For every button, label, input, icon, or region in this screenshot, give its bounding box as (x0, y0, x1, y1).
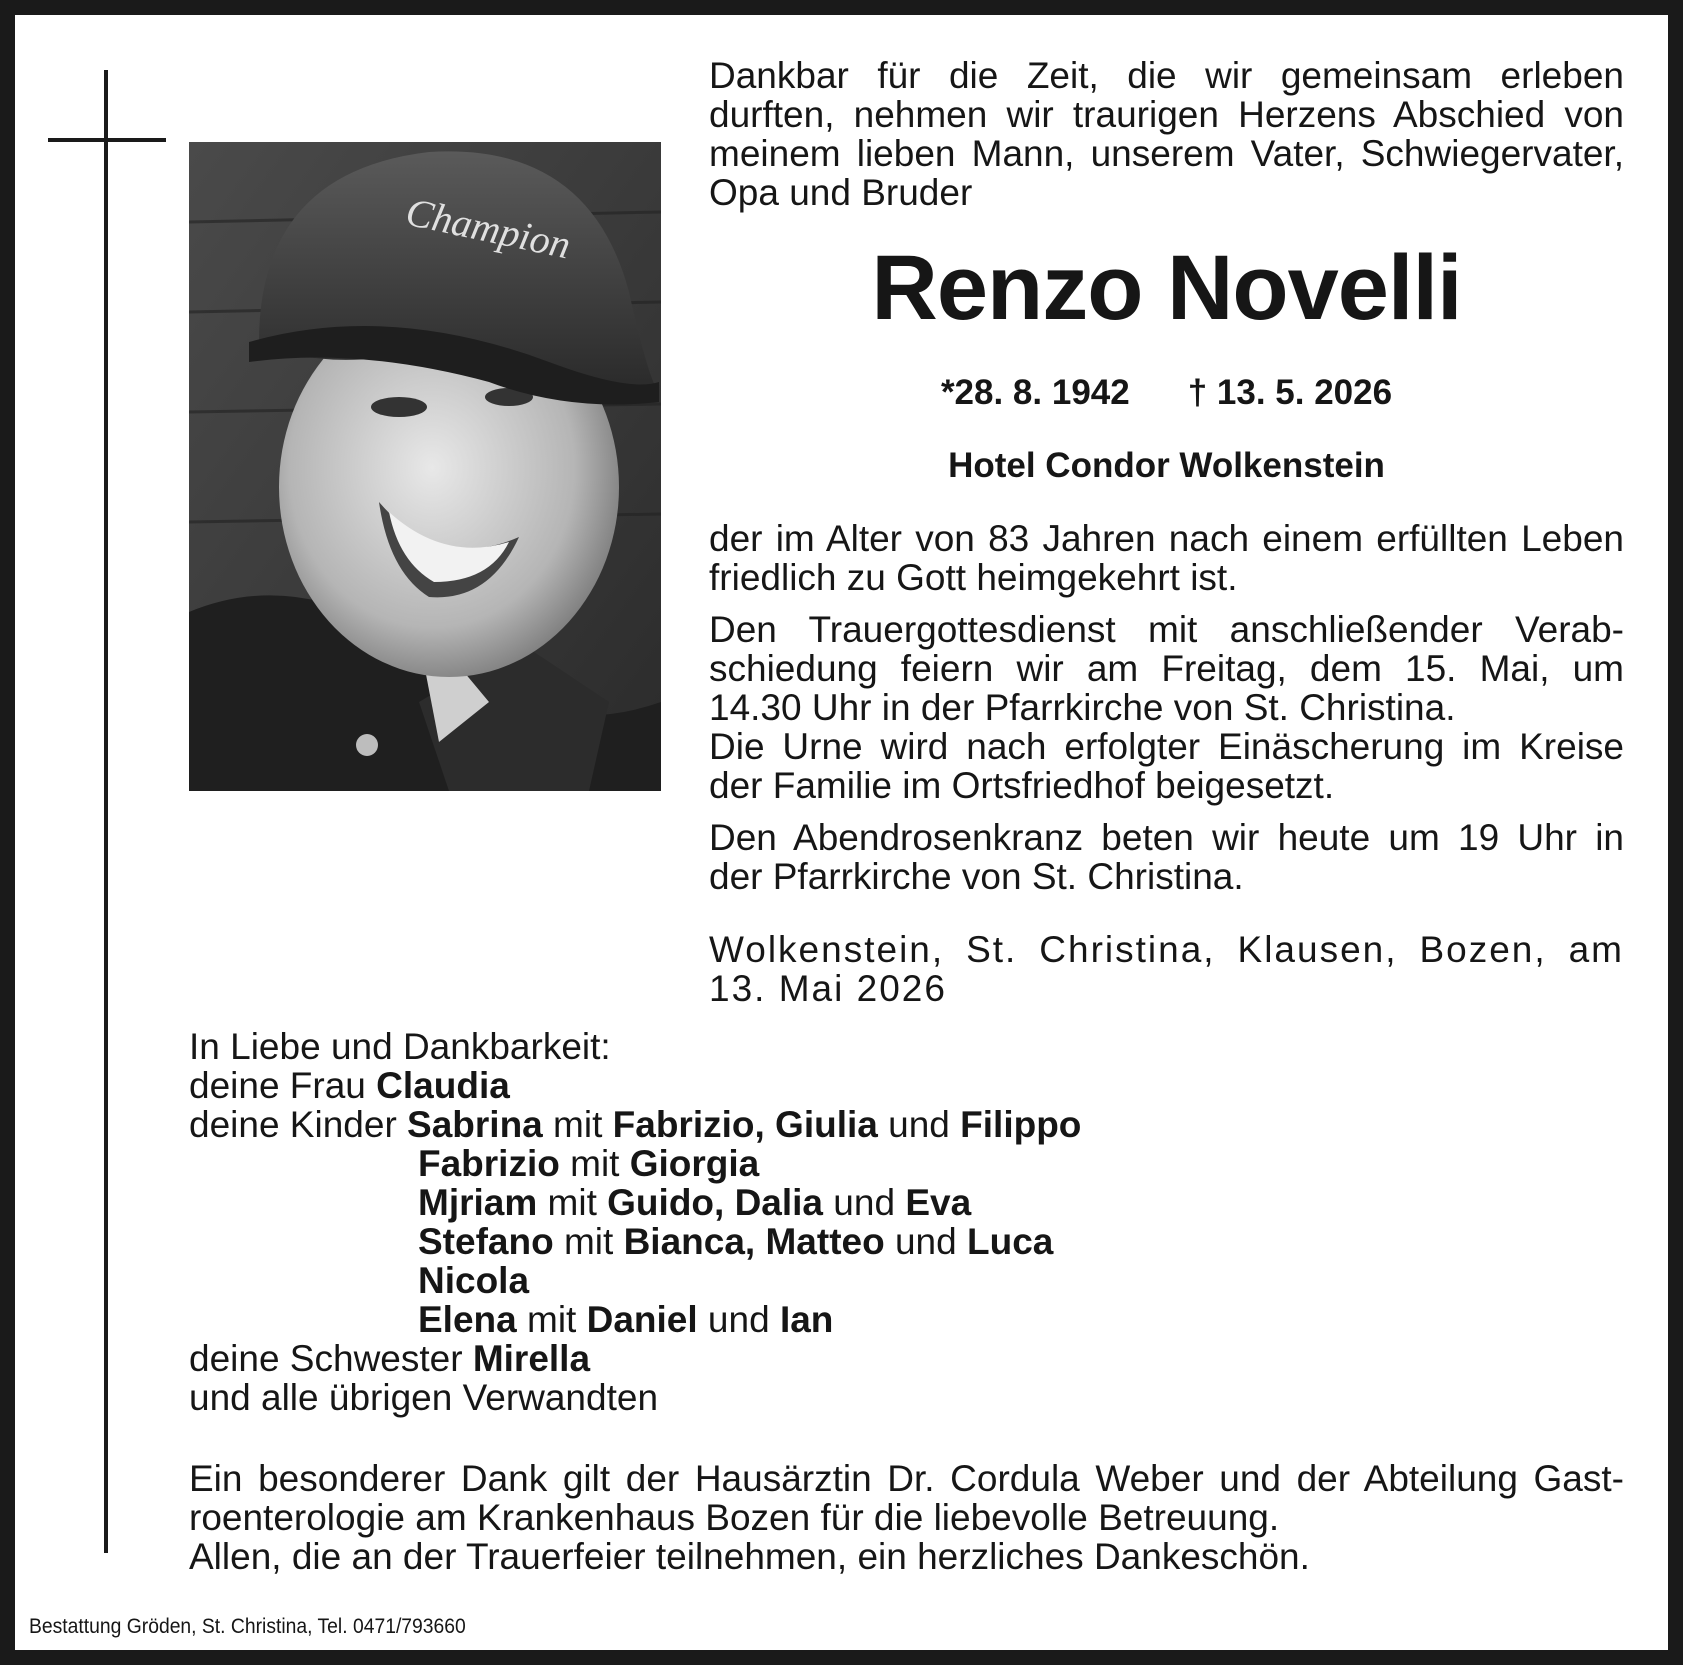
family-others-row: und alle übrigen Verwandten (189, 1377, 659, 1418)
cross-horizontal-bar (48, 138, 166, 142)
family-kid-row: Elena mit Daniel und Ian (418, 1299, 834, 1340)
deceased-name: Renzo Novelli (871, 237, 1462, 339)
family-list (189, 1027, 1289, 1417)
wife-name: Claudia (376, 1065, 510, 1106)
thanks-line-1: Ein besonderer Dank gilt der Hausärztin Dr. Cordula Weber und der Abteilung Gast- (189, 1458, 1624, 1499)
life-dates (709, 372, 1624, 414)
family-sister-row: deine Schwester Mirella (189, 1338, 591, 1379)
family-kid-row: Fabrizio mit Giorgia (418, 1143, 760, 1184)
family-wife-row: deine Frau Claudia (189, 1065, 510, 1106)
family-kids-row: deine Kinder Sabrina mit Fabrizio, Giulia und Filippo (189, 1104, 1082, 1145)
portrait-photo (189, 142, 661, 791)
family-kid-row: Mjriam mit Guido, Dalia und Eva (418, 1182, 972, 1223)
funeral-home-footer: Bestattung Gröden, St. Christina, Tel. 0471/793660 (29, 1615, 466, 1638)
thanks-line-2: roenterologie am Krankenhaus Bozen für die liebevolle Betreuung. (189, 1497, 1280, 1538)
thanks-line-3: Allen, die an der Trauerfeier teilnehmen, ein herzliches Dankeschön. (189, 1536, 1310, 1577)
body-paragraph-urn: Die Urne wird nach erfolgter Einäscherung im Kreise der Familie im Ortsfriedhof beigesetzt. (709, 726, 1624, 806)
birth-date: *28. 8. 1942 (940, 373, 1130, 412)
cross-vertical-bar (104, 70, 108, 1553)
place-date-line: Wolkenstein, St. Christina, Klausen, Bozen, am 13. Mai 2026 (709, 929, 1624, 1009)
notice-body (709, 519, 1624, 896)
body-paragraph-rosary: Den Abendrosenkranz beten wir heute um 19 Uhr in der Pfarrkirche von St. Christina. (709, 817, 1624, 897)
intro-text: Dankbar für die Zeit, die wir gemeinsam erleben durften, nehmen wir traurigen Herzens Abschied von meinem lieben Mann, unserem Vater, Schwiegervater, Opa und Bruder (709, 55, 1624, 213)
cap-logo-text: Champion (402, 188, 575, 268)
family-intro: In Liebe und Dankbarkeit: (189, 1026, 611, 1067)
body-paragraph-service: Den Trauergottesdienst mit anschließender Verabschiedung feiern wir am Freitag, dem 15. Mai, um 14.30 Uhr in der Pfarrkirche von St. Christina. (709, 609, 1624, 728)
sister-name: Mirella (472, 1338, 591, 1379)
hotel-name: Hotel Condor Wolkenstein (948, 446, 1385, 485)
thanks-section (189, 1459, 1624, 1576)
death-date: † 13. 5. 2026 (1187, 373, 1393, 412)
family-kid-row: Stefano mit Bianca, Matteo und Luca (418, 1221, 1054, 1262)
family-kid-row: Nicola (418, 1260, 530, 1301)
body-paragraph-age: der im Alter von 83 Jahren nach einem erfüllten Leben friedlich zu Gott heimgekehrt ist. (709, 518, 1624, 598)
